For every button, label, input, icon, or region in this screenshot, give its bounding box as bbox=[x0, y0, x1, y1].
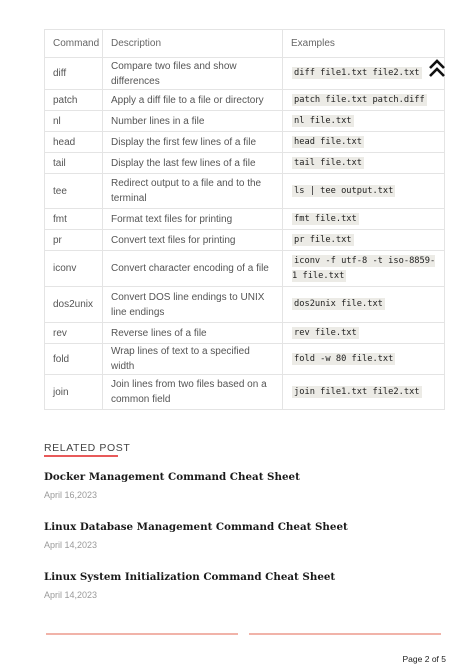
cell-description: Format text files for printing bbox=[103, 209, 283, 230]
post-date: April 14,2023 bbox=[44, 590, 98, 600]
cell-description: Apply a diff file to a file or directory bbox=[103, 90, 283, 111]
cell-command: pr bbox=[45, 230, 103, 251]
post-date: April 14,2023 bbox=[44, 540, 98, 550]
cell-command: rev bbox=[45, 323, 103, 344]
scroll-to-top-button[interactable] bbox=[427, 58, 447, 80]
double-chevron-up-icon bbox=[427, 58, 447, 80]
table-row bbox=[45, 230, 445, 251]
cell-example bbox=[283, 287, 445, 323]
cell-description: Redirect output to a file and to the terminal bbox=[103, 174, 283, 209]
cell-command: dos2unix bbox=[45, 287, 103, 323]
post-title-link[interactable]: Linux Database Management Command Cheat Sheet bbox=[44, 521, 348, 533]
code-snippet: rev file.txt bbox=[294, 327, 357, 338]
cell-description: Number lines in a file bbox=[103, 111, 283, 132]
cell-command: diff bbox=[45, 58, 103, 90]
cell-example bbox=[283, 251, 445, 287]
cell-command: fmt bbox=[45, 209, 103, 230]
cell-description: Join lines from two files based on a common field bbox=[103, 375, 283, 410]
cell-example bbox=[283, 209, 445, 230]
code-snippet: diff file1.txt file2.txt bbox=[294, 68, 420, 78]
cell-example bbox=[283, 132, 445, 153]
table-row bbox=[45, 287, 445, 323]
table-row bbox=[45, 132, 445, 153]
cell-command: tee bbox=[45, 174, 103, 209]
table-row bbox=[45, 58, 445, 90]
cell-description: Reverse lines of a file bbox=[103, 323, 283, 344]
cell-example bbox=[283, 58, 445, 90]
heading-underline bbox=[44, 455, 118, 457]
table-row bbox=[45, 344, 445, 375]
header-command: Command bbox=[45, 30, 103, 58]
cell-example bbox=[283, 174, 445, 209]
code-snippet: tail file.txt bbox=[294, 157, 362, 168]
cell-command: iconv bbox=[45, 251, 103, 287]
table-row bbox=[45, 251, 445, 287]
cell-command: join bbox=[45, 375, 103, 410]
related-post-item bbox=[44, 521, 348, 550]
cell-description: Convert character encoding of a file bbox=[103, 251, 283, 287]
related-post-heading: RELATED POST bbox=[44, 442, 131, 454]
cell-description: Convert DOS line endings to UNIX line endings bbox=[103, 287, 283, 323]
code-snippet: fold -w 80 file.txt bbox=[294, 353, 394, 364]
cell-example bbox=[283, 344, 445, 375]
code-snippet: head file.txt bbox=[294, 136, 362, 147]
cell-example bbox=[283, 323, 445, 344]
cell-command: patch bbox=[45, 90, 103, 111]
table-row bbox=[45, 174, 445, 209]
code-snippet: join file1.txt file2.txt bbox=[294, 386, 420, 397]
table-header-row bbox=[45, 30, 445, 58]
cell-description: Compare two files and show differences bbox=[103, 58, 283, 90]
cell-example bbox=[283, 153, 445, 174]
post-title-link[interactable]: Docker Management Command Cheat Sheet bbox=[44, 471, 300, 483]
cell-command: nl bbox=[45, 111, 103, 132]
cell-example bbox=[283, 111, 445, 132]
code-snippet: iconv -f utf-8 -t iso-8859-1 file.txt bbox=[292, 255, 436, 281]
code-snippet: fmt file.txt bbox=[294, 213, 357, 224]
related-post-item bbox=[44, 571, 335, 600]
cell-description: Display the last few lines of a file bbox=[103, 153, 283, 174]
bottom-divider-left bbox=[46, 633, 238, 635]
code-snippet: ls | tee output.txt bbox=[294, 185, 394, 196]
related-post-item bbox=[44, 471, 300, 500]
cell-command: head bbox=[45, 132, 103, 153]
cell-command: fold bbox=[45, 344, 103, 375]
bottom-divider-right bbox=[249, 633, 441, 635]
code-snippet: pr file.txt bbox=[294, 234, 352, 245]
command-table bbox=[44, 29, 445, 410]
code-snippet: nl file.txt bbox=[294, 115, 352, 126]
table-row bbox=[45, 323, 445, 344]
cell-description: Wrap lines of text to a specified width bbox=[103, 344, 283, 375]
table-row bbox=[45, 90, 445, 111]
cell-example bbox=[283, 90, 445, 111]
code-snippet: dos2unix file.txt bbox=[294, 299, 383, 309]
header-examples: Examples bbox=[283, 30, 445, 58]
post-date: April 16,2023 bbox=[44, 490, 98, 500]
cell-description: Convert text files for printing bbox=[103, 230, 283, 251]
post-title-link[interactable]: Linux System Initialization Command Cheat Sheet bbox=[44, 571, 336, 583]
cell-example bbox=[283, 375, 445, 410]
page-number: Page 2 of 5 bbox=[402, 654, 446, 664]
header-description: Description bbox=[103, 30, 283, 58]
table-row bbox=[45, 209, 445, 230]
cell-example bbox=[283, 230, 445, 251]
cell-description: Display the first few lines of a file bbox=[103, 132, 283, 153]
table-row bbox=[45, 111, 445, 132]
table-row bbox=[45, 375, 445, 410]
code-snippet: patch file.txt patch.diff bbox=[294, 94, 425, 105]
table-row bbox=[45, 153, 445, 174]
cell-command: tail bbox=[45, 153, 103, 174]
